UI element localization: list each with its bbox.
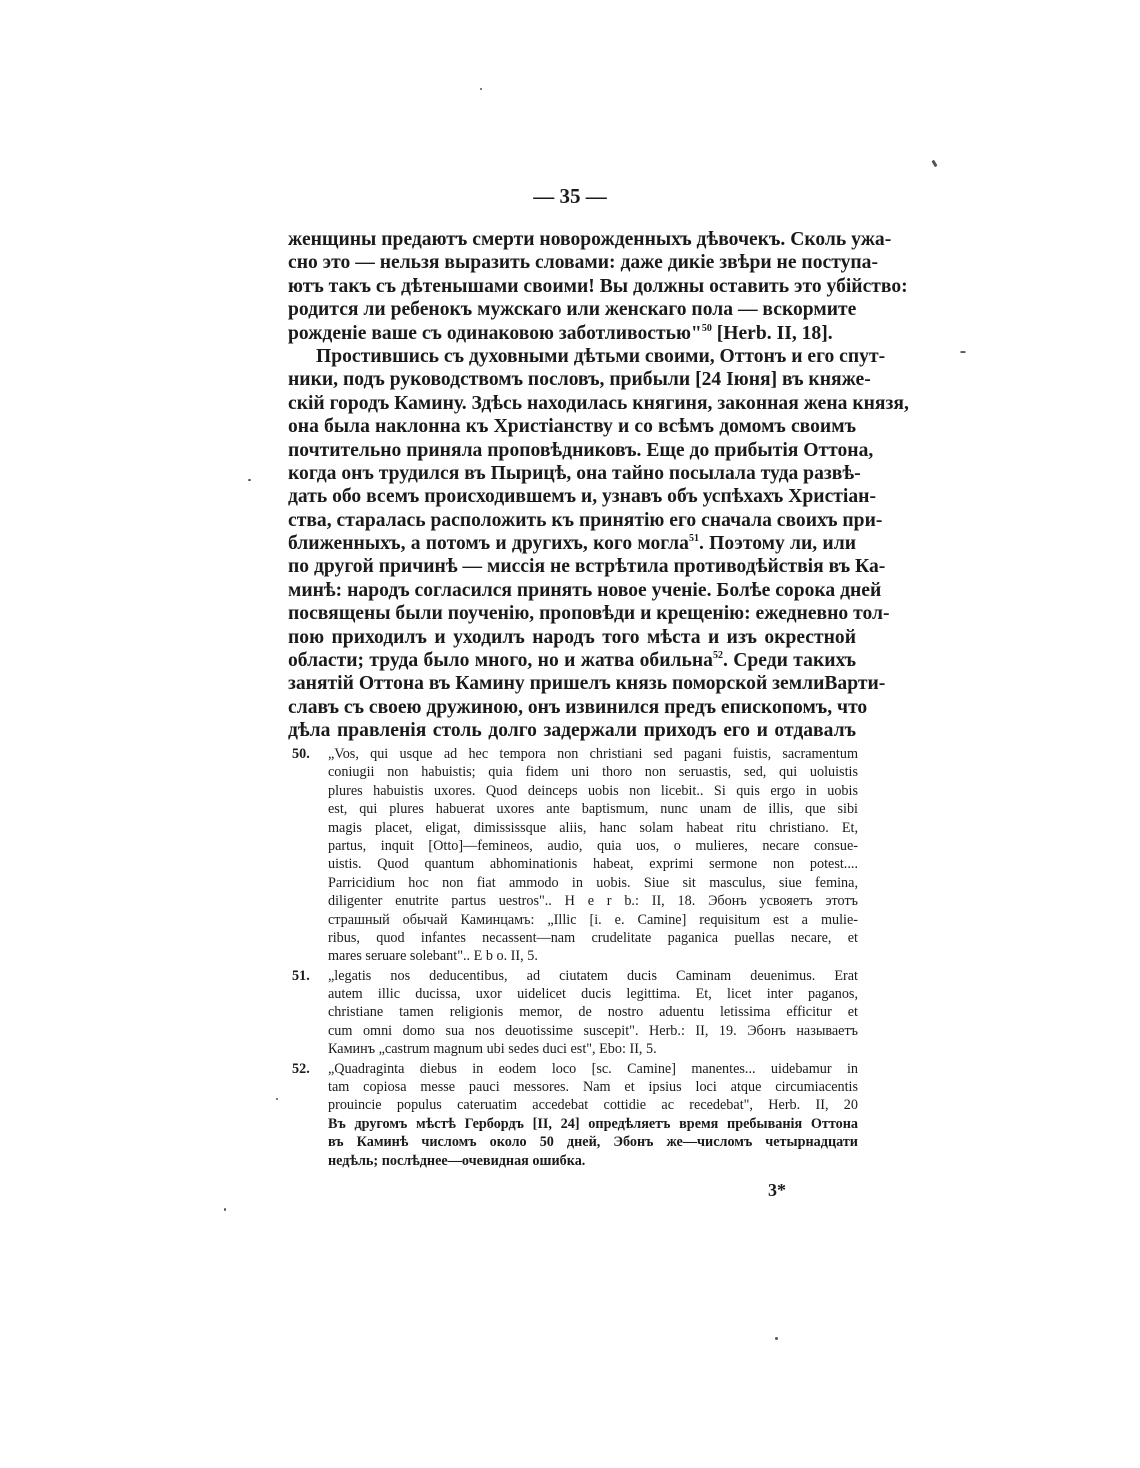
footnote-line: christiane tamen religionis memor, de nostro aduentu letissima efficitur et [328,1004,858,1021]
page-number: — 35 — [533,184,607,208]
footnote-line: tam copiosa messe pauci messores. Nam et ipsius loci atque circumiacentis [328,1079,858,1096]
footnote-number: 52. [292,1060,310,1077]
footnote-line: est, qui plures habuerat uxores ante baptismum, nunc unam de illis, que sibi [328,801,858,818]
footnote-line: страшный обычай Каминцамъ: „Illic [i. e. Camine] requisitum est a mulie- [328,911,858,928]
body-text [288,228,909,743]
scan-speck [276,1098,278,1100]
body-line: ютъ такъ съ дѣтенышами своими! Вы должны оставить это убійство: [288,275,908,297]
scan-speck [775,1337,778,1340]
body-line [288,649,856,672]
body-line [288,532,856,555]
body-line: она была наклонна къ Христіанству и со всѣмъ домомъ своимъ [288,416,856,438]
footnote-line: Въ другомъ мѣстѣ Гербордъ [II, 24] опредѣляетъ время пребыванія Оттона [328,1115,858,1132]
footnote-ref-50[interactable]: 50 [701,322,712,334]
body-line: женщины предаютъ смерти новорожденныхъ дѣвочекъ. Сколь ужа- [288,229,892,250]
footnote-line: prouincie populus cateruatim accedebat cottidie ac recedebat", Herb. II, 20 [328,1097,858,1114]
footnote-line: uistis. Quod quantum abhominationis habeat, exprimi sermone non potest.... [328,856,858,873]
body-line: по другой причинѣ — миссія не встрѣтила противодѣйствія въ Ка- [288,556,886,578]
footnote-line: „legatis nos deducentibus, ad ciutatem ducis Caminam deuenimus. Erat [328,967,858,984]
body-line-text: ближенныхъ, а потомъ и другихъ, кого могла [288,533,689,555]
body-line: сно это — нельзя выразить словами: даже дикіе звѣри не поступа- [288,252,878,274]
body-line: посвящены были поученію, проповѣди и крещенію: ежедневно тол- [288,603,890,625]
body-line: дать обо всемъ происходившемъ и, узнавъ объ успѣхахъ Христіан- [288,486,876,508]
body-line: занятій Оттона въ Камину пришелъ князь поморской землиВарти- [288,673,886,695]
body-line: ники, подъ руководствомъ пословъ, прибыли [24 Іюня] въ княже- [288,369,871,391]
citation: [Herb. II, 18]. [711,322,833,344]
body-line: славъ съ своею дружиною, онъ извинился предъ епископомъ, что [288,696,868,718]
body-line: дѣла правленія столь долго задержали приходъ его и отдавалъ [288,720,856,742]
body-line [288,322,856,345]
scan-speck [960,351,966,353]
footnote-number: 50. [292,746,310,762]
footnote-line: coniugii non habuistis; quia fidem uni thoro non seruastis, sed, qui uoluistis [328,764,858,781]
footnote-line: plures habuistis uxores. Quod deinceps uobis non licebit.. Si quis ergo in uobis [328,782,858,799]
footnote-line: partus, inquit [Otto]—femineos, audio, quia uos, o mulieres, necare consue- [328,837,858,854]
scan-speck [480,88,482,90]
footnote-line: „Quadraginta diebus in eodem loco [sc. Camine] manentes... uidebamur in [328,1060,858,1077]
footnote-ref-51[interactable]: 51 [688,533,699,545]
body-line-text: области; труда было много, но и жатва обильна [288,650,713,672]
scan-speck [224,1208,226,1211]
body-line-text: . Поэтому ли, или [698,533,856,555]
footnote-line: въ Каминѣ числомъ около 50 дней, Эбонъ же—числомъ четырнадцати [328,1134,858,1151]
body-line: Простившись съ духовными дѣтьми своими, Оттонъ и его спут- [316,345,886,367]
footnote-line: „Vos, qui usque ad hec tempora non christiani sed pagani fuistis, sacramentum [328,746,858,762]
footnote-line: cum omni domo sua nos deuotissime suscepit". Herb.: II, 19. Эбонъ называетъ [328,1022,858,1039]
footnote-line: ribus, quod infantes necassent—nam crudelitate paganica puellas necare, et [328,929,858,946]
footnote-line: mares seruare solebant".. E b o. II, 5. [328,948,538,965]
body-line: ства, старалась расположить къ принятію его сначала своихъ при- [288,509,883,531]
body-line: родится ли ребенокъ мужскаго или женскаго пола — вскормите [288,299,857,321]
footnote-51 [292,967,858,1059]
footnote-number: 51. [292,967,310,984]
body-line: когда онъ трудился въ Пырицѣ, она тайно посылала туда развѣ- [288,462,861,484]
footnote-50 [292,745,858,966]
footnote-line: Каминъ „castrum magnum ubi sedes duci est", Ebo: II, 5. [328,1041,657,1058]
signature-mark: 3* [768,1180,786,1200]
footnote-line: autem illic ducissa, uxor uidelicet ducis legittima. Et, licet inter paganos, [328,986,858,1003]
body-line: скій городъ Камину. Здѣсь находилась княгиня, законная жена князя, [288,392,909,414]
footnotes [292,745,858,1171]
footnote-line: Parricidium hoc non fiat ammodo in uobis. Siue sit masculus, siue femina, [328,874,858,891]
body-line-text: . Среди такихъ [722,650,856,672]
body-line: минѣ: народъ согласился принять новое ученіе. Болѣе сорока дней [288,579,882,601]
scan-speck [931,160,937,168]
footnote-line: magis placet, eligat, dimississque aliis, hanc solam habeat ritu christiano. Et, [328,819,858,836]
body-line: почтительно приняла проповѣдниковъ. Еще до прибытія Оттона, [288,439,874,461]
footnote-line: diligenter enutrite partus uestros".. H e r b.: II, 18. Эбонъ усвояетъ этотъ [328,893,858,910]
footnote-ref-52[interactable]: 52 [712,650,723,662]
footnote-52 [292,1060,858,1170]
footnote-line: недѣль; послѣднее—очевидная ошибка. [328,1152,586,1169]
body-line: пою приходилъ и уходилъ народъ того мѣста и изъ окрестной [288,626,856,648]
body-line-text: рожденіе ваше съ одинаковою заботливостью" [288,322,702,344]
scan-speck [248,479,251,481]
